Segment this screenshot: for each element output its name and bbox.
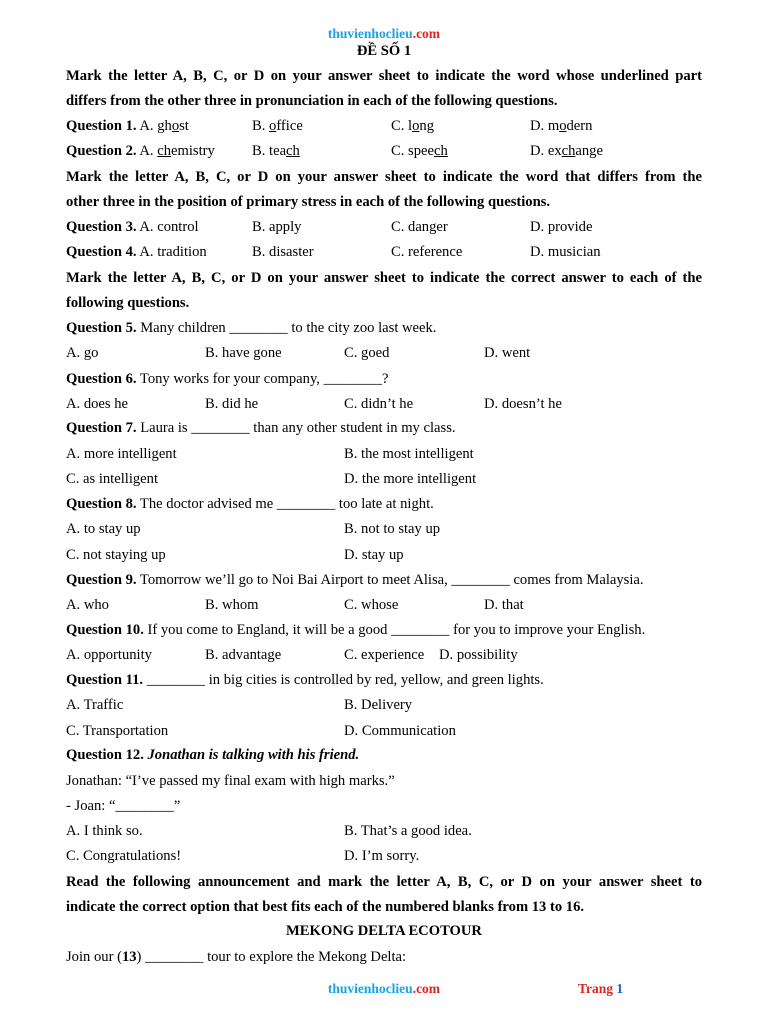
q8-option-c[interactable]: C. not staying up [66,547,166,563]
q10-option-b[interactable]: B. advantage [205,647,282,663]
q10-option-d[interactable]: D. possibility [439,647,518,663]
q4-option-d[interactable]: D. musician [530,244,601,260]
question-label: Question 2. [66,143,137,159]
dialogue-line-1: Jonathan: “I’ve passed my final exam with high marks.” [66,773,395,789]
q10-option-a[interactable]: A. opportunity [66,647,152,663]
q2-option-b[interactable]: B. teach [252,143,300,159]
q8-option-b[interactable]: B. not to stay up [344,521,441,537]
q9-option-d[interactable]: D. that [484,597,524,613]
question-1 [66,118,189,135]
q7-option-c[interactable]: C. as intelligent [66,471,159,487]
q10-option-c[interactable]: C. experience [344,647,425,663]
question-label: Question 6. [66,371,137,387]
q2-option-d[interactable]: D. exchange [530,143,603,159]
option-a[interactable]: A. chemistry [139,143,215,159]
q8-option-a[interactable]: A. to stay up [66,521,141,537]
instruction-pronunciation-line2: differs from the other three in pronunciation in each of the following questions. [66,93,558,109]
header-site-name: thuvienhoclieu [327,26,413,41]
q4-option-c[interactable]: C. reference [391,244,463,260]
q12-option-b[interactable]: B. That’s a good idea. [344,823,472,839]
q12-option-c[interactable]: C. Congratulations! [66,848,182,864]
q9-option-a[interactable]: A. who [66,597,109,613]
q12-option-d[interactable]: D. I’m sorry. [344,848,420,864]
q7-option-b[interactable]: B. the most intelligent [344,446,474,462]
question-2 [66,143,215,160]
q6-option-b[interactable]: B. did he [205,396,259,412]
question-3 [66,219,199,236]
q11-option-c[interactable]: C. Transportation [66,723,169,739]
question-9 [66,572,644,589]
q5-option-b[interactable]: B. have gone [205,345,282,361]
instruction-announcement-line1: Read the following announcement and mark the letter A, B, C, or D on your answer sheet to [66,874,702,890]
option-a[interactable]: A. control [139,219,199,235]
question-label: Question 3. [66,219,137,235]
question-7 [66,420,456,437]
footer-site: thuvienhoclieu.com [327,981,441,996]
question-text: Laura is ________ than any other student in my class. [136,420,456,436]
q11-option-a[interactable]: A. Traffic [66,697,124,713]
question-label: Question 4. [66,244,137,260]
option-a[interactable]: A. ghost [139,118,189,134]
q5-option-c[interactable]: C. goed [344,345,390,361]
instruction-announcement-line2: indicate the correct option that best fits each of the numbered blanks from 13 to 16. [66,899,585,915]
question-12 [66,747,359,764]
q1-option-c[interactable]: C. long [391,118,434,134]
question-label: Question 12. [66,747,144,763]
question-text: Tony works for your company, ________? [136,371,389,387]
instruction-pronunciation-line1: Mark the letter A, B, C, or D on your answer sheet to indicate the word whose underlined part [66,68,702,84]
q7-option-a[interactable]: A. more intelligent [66,446,177,462]
question-text: Jonathan is talking with his friend. [147,747,360,763]
page-title: ĐỀ SỐ 1 [356,43,412,59]
question-label: Question 5. [66,320,137,336]
instruction-stress-line2: other three in the position of primary stress in each of the following questions. [66,194,551,210]
instruction-correct-line1: Mark the letter A, B, C, or D on your answer sheet to indicate the correct answer to each of the [66,270,702,286]
q7-option-d[interactable]: D. the more intelligent [344,471,477,487]
announcement-title: MEKONG DELTA ECOTOUR [286,923,482,939]
q6-option-d[interactable]: D. doesn’t he [484,396,562,412]
q1-option-d[interactable]: D. modern [530,118,593,134]
q9-option-b[interactable]: B. whom [205,597,259,613]
question-label: Question 11. [66,672,144,688]
question-text: ________ in big cities is controlled by red, yellow, and green lights. [143,672,544,688]
site-header [0,26,768,42]
q4-option-b[interactable]: B. disaster [252,244,314,260]
q5-option-a[interactable]: A. go [66,345,99,361]
q12-option-a[interactable]: A. I think so. [66,823,143,839]
instruction-correct-line2: following questions. [66,295,190,311]
question-text: If you come to England, it will be a good ________ for you to improve your English. [143,622,646,638]
question-8 [66,496,434,513]
q1-option-b[interactable]: B. office [252,118,303,134]
q3-option-d[interactable]: D. provide [530,219,593,235]
q8-option-d[interactable]: D. stay up [344,547,404,563]
question-6 [66,371,388,388]
header-site-tld: .com [412,26,441,41]
q11-option-d[interactable]: D. Communication [344,723,456,739]
question-text: Tomorrow we’ll go to Noi Bai Airport to meet Alisa, ________ comes from Malaysia. [136,572,644,588]
question-label: Question 9. [66,572,137,588]
question-text: The doctor advised me ________ too late at night. [136,496,434,512]
question-label: Question 7. [66,420,137,436]
question-label: Question 1. [66,118,137,134]
question-label: Question 10. [66,622,144,638]
q2-option-c[interactable]: C. speech [391,143,448,159]
q3-option-b[interactable]: B. apply [252,219,302,235]
question-label: Question 8. [66,496,137,512]
announcement-line: Join our (13) ________ tour to explore the Mekong Delta: [66,949,407,965]
instruction-stress-line1: Mark the letter A, B, C, or D on your answer sheet to indicate the word that differs from the [66,169,702,185]
question-5 [66,320,436,337]
q6-option-a[interactable]: A. does he [66,396,129,412]
q6-option-c[interactable]: C. didn’t he [344,396,414,412]
question-text: Many children ________ to the city zoo last week. [136,320,437,336]
q3-option-c[interactable]: C. danger [391,219,448,235]
dialogue-line-2: - Joan: “________” [66,798,181,814]
question-4 [66,244,207,261]
q9-option-c[interactable]: C. whose [344,597,399,613]
option-a[interactable]: A. tradition [139,244,207,260]
blank-number: 13 [121,949,137,965]
q5-option-d[interactable]: D. went [484,345,531,361]
question-11 [66,672,544,689]
question-10 [66,622,645,639]
q11-option-b[interactable]: B. Delivery [344,697,413,713]
page-number: Trang 1 [578,981,624,996]
